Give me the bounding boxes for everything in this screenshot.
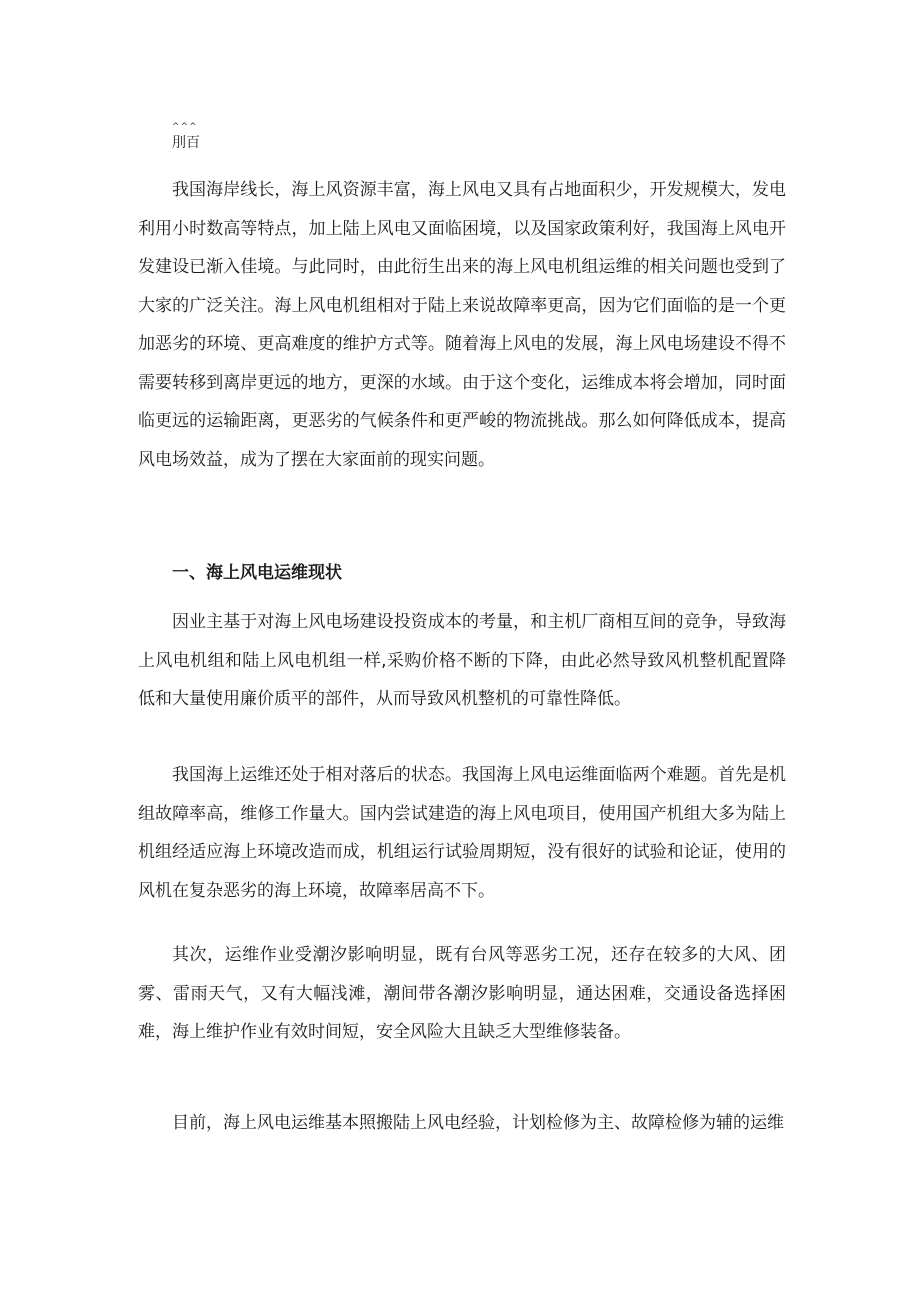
paragraph-intro: 我国海岸线长，海上风资源丰富，海上风电又具有占地面积少，开发规模大，发电利用小时数高等特点，加上陆上风电又面临困境，以及国家政策利好，我国海上风电开发建设已渐入佳境。与此同时，由此衍生出来的海上风电机组运维的相关问题也受到了大家的广泛关注。海上风电机组相对于陆上来说故障率更高，因为它们面临的是一个更加恶劣的环境、更高难度的维护方式等。随着海上风电的发展，海上风电场建设不得不需要转移到离岸更远的地方，更深的水域。由于这个变化，运维成本将会增加，同时面临更远的运输距离，更恶劣的气候条件和更严峻的物流挑战。那么如何降低成本，提高风电场效益，成为了摆在大家面前的现实问题。 bbox=[138, 180, 786, 470]
header-mark: ^^^ bbox=[172, 122, 198, 132]
paragraph-current: 目前，海上风电运维基本照搬陆上风电经验，计划检修为主、故障检修为辅的运维 bbox=[172, 1113, 784, 1133]
paragraph-cost: 因业主基于对海上风电场建设投资成本的考量，和主机厂商相互间的竞争，导致海上风电机组和陆上风电机组一样,采购价格不断的下降，由此必然导致风机整机配置降低和大量使用廉价质平的部件，从而导致风机整机的可靠性降低。 bbox=[138, 612, 786, 709]
section-heading-status: 一、海上风电运维现状 bbox=[172, 563, 342, 583]
preface-title: 刖百 bbox=[172, 135, 200, 151]
paragraph-state: 我国海上运维还处于相对落后的状态。我国海上风电运维面临两个难题。首先是机组故障率高，维修工作量大。国内尝试建造的海上风电项目，使用国产机组大多为陆上机组经适应海上环境改造而成，机组运行试验周期短，没有很好的试验和论证，使用的风机在复杂恶劣的海上环境，故障率居高不下。 bbox=[138, 765, 786, 901]
paragraph-tides: 其次，运维作业受潮汐影响明显，既有台风等恶劣工况，还存在较多的大风、团雾、雷雨天气，又有大幅浅滩，潮间带各潮汐影响明显，通达困难，交通设备选择困难，海上维护作业有效时间短，安全风险大且缺乏大型维修装备。 bbox=[138, 945, 786, 1042]
